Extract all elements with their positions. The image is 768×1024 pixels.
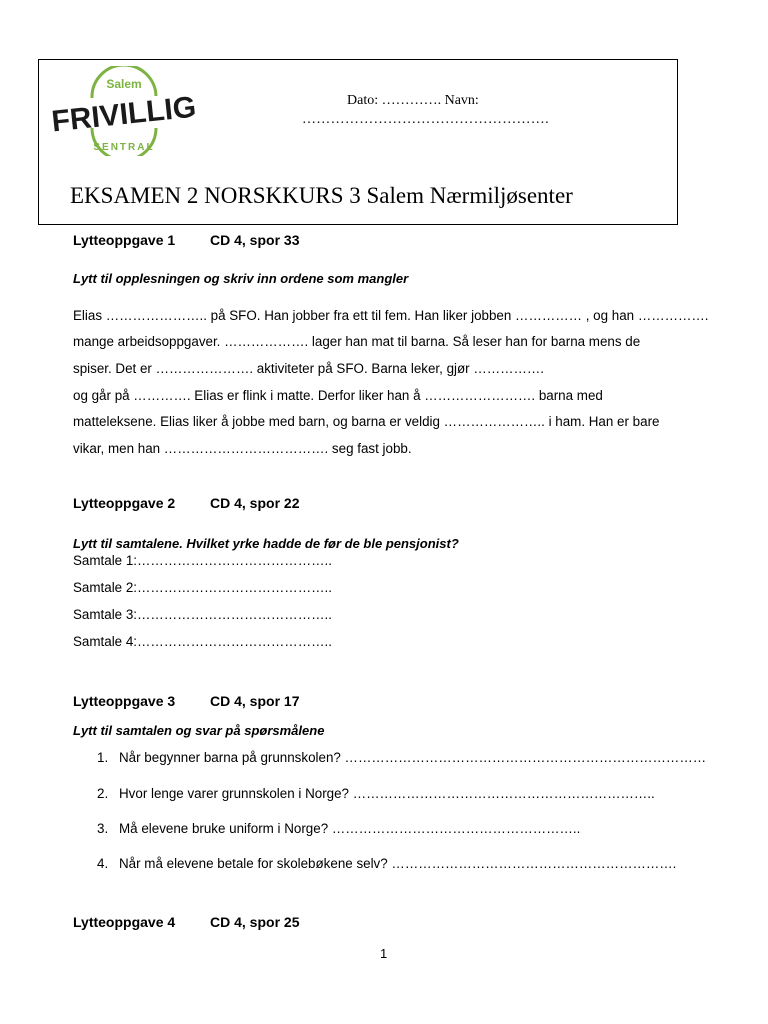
question-number: 3. — [97, 821, 109, 836]
question-number: 4. — [97, 856, 109, 871]
question-item — [97, 856, 676, 871]
samtale-item: Samtale 2:…………………………………….. — [73, 580, 332, 595]
task1-cd: CD 4, spor 33 — [210, 232, 300, 248]
task3-heading — [73, 693, 300, 709]
question-item — [97, 821, 580, 836]
task1-line: matteleksene. Elias liker å jobbe med barn, og barna er veldig ………………….. i ham. Han er bare — [73, 414, 660, 429]
task2-instruction: Lytt til samtalene. Hvilket yrke hadde de før de ble pensjonist? — [73, 536, 459, 551]
task4-title: Lytteoppgave 4 — [73, 914, 176, 930]
task2-heading — [73, 495, 300, 511]
question-text: Når må elevene betale for skolebøkene selv? ………………………………………………………. — [119, 856, 677, 871]
name-dots: ……………………………………………. — [302, 112, 549, 127]
task3-cd: CD 4, spor 17 — [210, 693, 300, 709]
task1-title: Lytteoppgave 1 — [73, 232, 176, 248]
task2-title: Lytteoppgave 2 — [73, 495, 176, 511]
samtale-item: Samtale 1:…………………………………….. — [73, 553, 332, 568]
question-item — [97, 786, 655, 801]
task3-title: Lytteoppgave 3 — [73, 693, 176, 709]
question-number: 2. — [97, 786, 109, 801]
question-text: Må elevene bruke uniform i Norge? ……………………………………………….. — [119, 821, 581, 836]
date-name-label: Dato: …………. Navn: — [347, 93, 479, 108]
question-text: Hvor lenge varer grunnskolen i Norge? ………………………………………………………….. — [119, 786, 655, 801]
task2-cd: CD 4, spor 22 — [210, 495, 300, 511]
page-number: 1 — [380, 946, 388, 961]
task1-line: Elias ………………….. på SFO. Han jobber fra ett til fem. Han liker jobben …………… , og han ……………. — [73, 308, 709, 323]
task1-heading — [73, 232, 300, 248]
samtale-item: Samtale 4:…………………………………….. — [73, 634, 332, 649]
task1-line: mange arbeidsoppgaver. ………………. lager han mat til barna. Så leser han for barna mens de — [73, 334, 641, 349]
task4-cd: CD 4, spor 25 — [210, 914, 300, 930]
task1-line: vikar, men han ………………………………. seg fast jobb. — [73, 441, 412, 456]
logo-main-text: FRIVILLIG — [50, 90, 198, 139]
question-number: 1. — [97, 750, 109, 765]
logo-bottom-text: SENTRAL — [93, 142, 155, 153]
question-text: Når begynner barna på grunnskolen? ……………………………………………………………………… — [119, 750, 707, 765]
exam-title: EKSAMEN 2 NORSKKURS 3 Salem Nærmiljøsenter — [70, 183, 573, 208]
samtale-item: Samtale 3:…………………………………….. — [73, 607, 332, 622]
question-item — [97, 750, 706, 765]
task1-instruction: Lytt til opplesningen og skriv inn ordene som mangler — [73, 271, 409, 286]
task3-instruction: Lytt til samtalen og svar på spørsmålene — [73, 723, 325, 738]
task4-heading — [73, 914, 300, 930]
frivillig-sentral-logo — [44, 66, 204, 156]
task1-line: og går på …………. Elias er flink i matte. Derfor liker han å ……………………. barna med — [73, 388, 603, 403]
logo-top-text: Salem — [106, 77, 142, 91]
task1-line: spiser. Det er …………………. aktiviteter på SFO. Barna leker, gjør ……………. — [73, 361, 545, 376]
